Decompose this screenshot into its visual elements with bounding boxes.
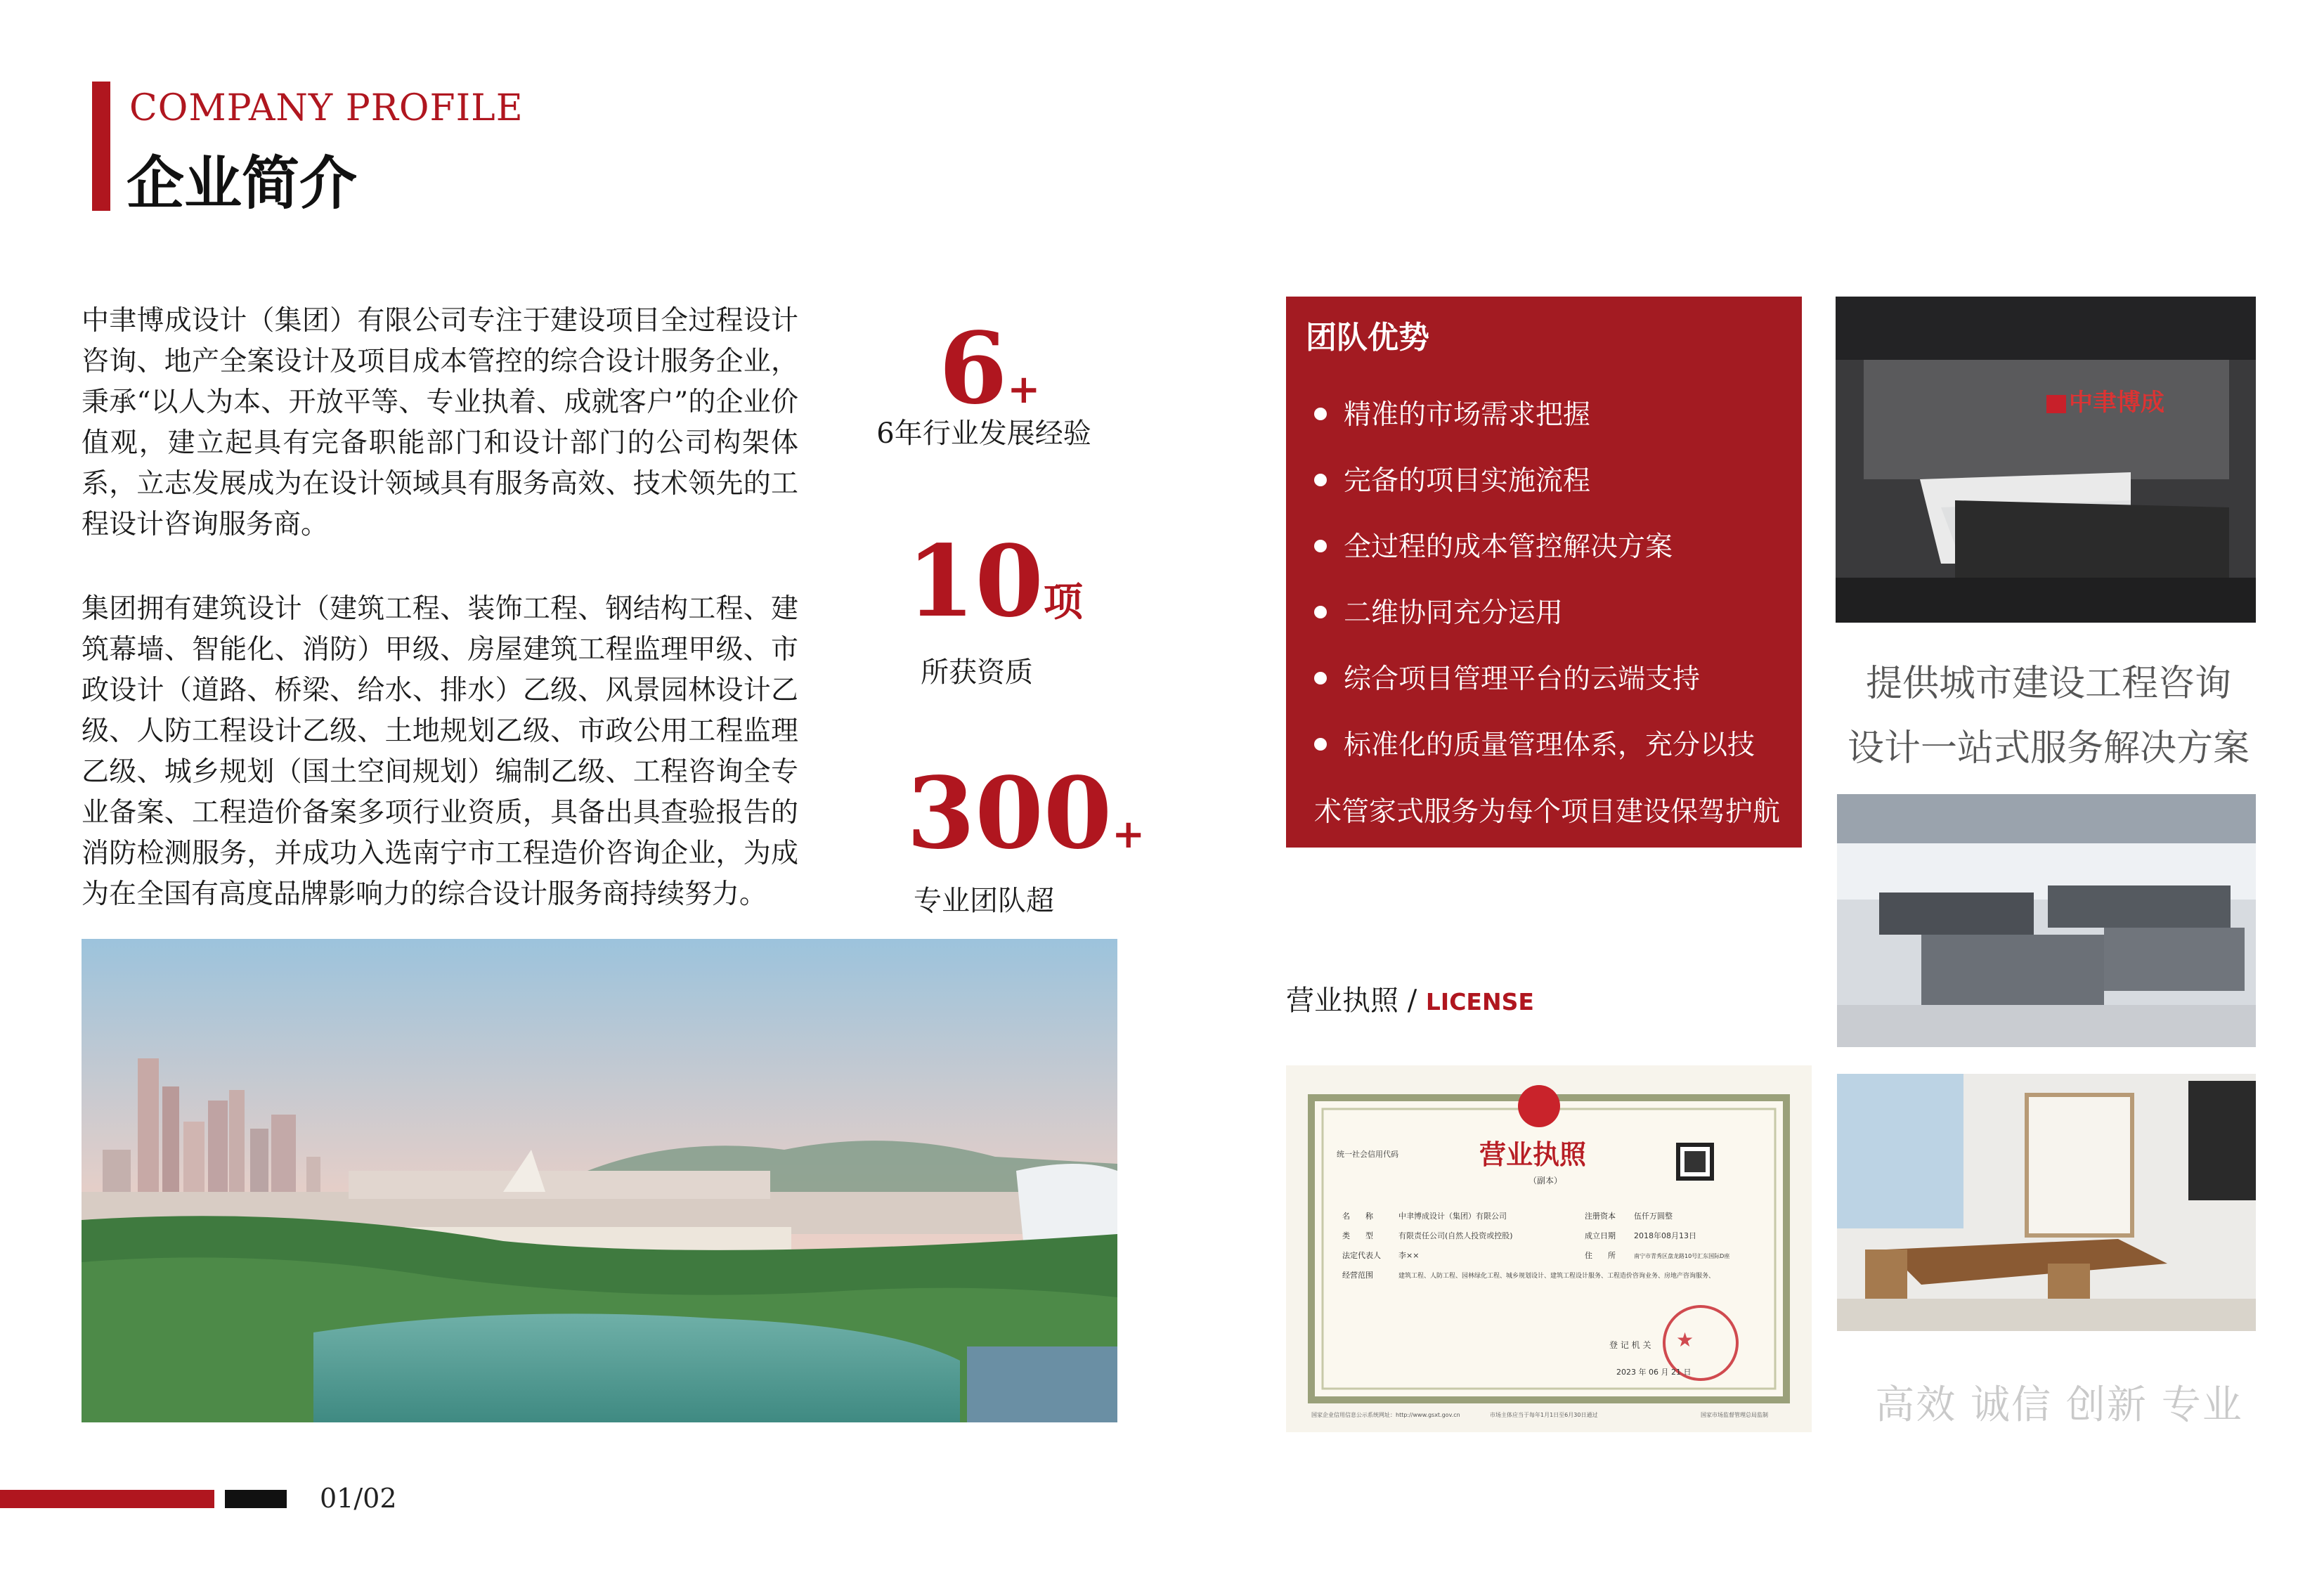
svg-text:★: ★ [1676,1328,1694,1351]
meeting-room-illustration [1837,1074,2256,1331]
field-name-value: 中聿博成设计（集团）有限公司 [1398,1212,1507,1221]
footer-black-bar [225,1490,287,1508]
stat-qualifications-number: 10 [907,524,1044,640]
team-advantages-list [1314,382,1792,779]
field-type-label: 类 型 [1342,1231,1373,1240]
license-doc-title: 营业执照 [1479,1138,1587,1170]
advantage-text: 二维协同充分运用 [1344,597,1564,629]
business-license-illustration [1286,1065,1812,1432]
stat-years [939,311,1041,427]
field-rep-value: 李×× [1398,1251,1420,1260]
license-footer-right: 国家市场监督管理总局监制 [1701,1412,1768,1418]
license-footer-left: 国家企业信用信息公示系统网址：http://www.gsxt.gov.cn [1311,1412,1460,1418]
field-scope-value: 建筑工程、人防工程、园林绿化工程、城乡规划设计、建筑工程设计服务、工程造价咨询业务、房地产咨询服务、 [1398,1273,1715,1280]
english-title: COMPANY PROFILE [129,87,524,129]
slogan-line-2: 设计一站式服务解决方案 [1847,727,2250,770]
list-item [1314,382,1792,448]
bullet-icon [1314,738,1327,751]
office-illustration [1837,794,2256,1047]
license-label-en: LICENSE [1425,988,1534,1015]
team-advantages-title: 团队优势 [1306,320,1429,356]
office-photo [1837,794,2256,1047]
business-license-image [1286,1065,1812,1432]
field-address-label: 住 所 [1585,1251,1616,1260]
reception-logo-text: 中聿博成 [2069,389,2164,417]
stat-team-number: 300 [907,756,1112,871]
advantage-text: 标准化的质量管理体系，充分以技 [1344,729,1755,761]
reception-illustration [1836,297,2256,623]
field-scope-label: 经营范围 [1342,1271,1373,1280]
title-accent-bar [92,82,110,211]
bullet-icon [1314,408,1327,420]
emblem-icon [1518,1085,1560,1127]
credit-code-label: 统一社会信用代码 [1337,1150,1398,1159]
license-authority: 登 记 机 关 [1609,1340,1651,1350]
stat-years-caption: 6年行业发展经验 [876,417,1091,450]
list-item [1314,647,1792,713]
slogan-line-1: 提供城市建设工程咨询 [1865,663,2231,705]
reception-photo [1836,297,2256,623]
stat-team [907,756,1145,871]
field-address-value: 南宁市青秀区盘龙路10号汇东国际D座 [1634,1253,1730,1259]
field-capital-value: 伍仟万圆整 [1634,1212,1673,1221]
list-item [1314,713,1792,779]
license-label-cn: 营业执照 / [1286,985,1426,1017]
license-date: 2023 年 06 月 21 日 [1616,1368,1692,1377]
stat-team-unit: + [1112,811,1145,857]
bullet-icon [1314,606,1327,618]
footer-red-bar [0,1490,214,1508]
city-skyline-illustration [82,939,1117,1422]
stat-qualifications-unit: 项 [1043,579,1083,625]
list-item [1314,448,1792,514]
intro-paragraph-1: 中聿博成设计（集团）有限公司专注于建设项目全过程设计咨询、地产全案设计及项目成本管控的综合设计服务企业，秉承“以人为本、开放平等、专业执着、成就客户”的企业价值观，建立起具有完备职能部门和设计部门的公司构架体系，立志发展成为在设计领域具有服务高效、技术领先的工程设计咨询服务商。 [82,305,798,540]
city-skyline-photo [82,939,1117,1422]
license-doc-subtitle: （副本） [1528,1176,1563,1186]
license-footer-mid: 市场主体应当于每年1月1日至6月30日通过 [1490,1412,1598,1418]
stat-qualifications-caption: 所获资质 [921,656,1033,689]
license-label [1286,978,1534,1018]
page-title: 企业简介 [126,150,358,217]
list-item [1314,580,1792,647]
stat-years-unit: + [1007,366,1041,413]
bullet-icon [1314,540,1327,552]
intro-paragraph-2: 集团拥有建筑设计（建筑工程、装饰工程、钢结构工程、建筑幕墙、智能化、消防）甲级、房屋建筑工程监理甲级、市政设计（道路、桥梁、给水、排水）乙级、风景园林设计乙级、人防工程设计乙级、土地规划乙级、市政公用工程监理乙级、城乡规划（国土空间规划）编制乙级、工程咨询全专业备案、工程造价备案多项行业资质，具备出具查验报告的消防检测服务，并成功入选南宁市工程造价咨询企业，为成为在全国有高度品牌影响力的综合设计服务商持续努力。 [82,593,798,910]
meeting-room-photo [1837,1074,2256,1331]
list-item [1314,514,1792,580]
stat-team-caption: 专业团队超 [914,885,1054,917]
team-advantages-panel [1286,297,1802,848]
advantage-text: 精准的市场需求把握 [1344,399,1591,431]
field-rep-label: 法定代表人 [1342,1251,1381,1260]
advantage-text: 完备的项目实施流程 [1344,465,1591,497]
page-number: 01/02 [320,1483,397,1514]
field-type-value: 有限责任公司(自然人投资或控股) [1398,1231,1513,1240]
field-date-label: 成立日期 [1585,1231,1616,1240]
field-capital-label: 注册资本 [1585,1212,1616,1221]
bullet-icon [1314,474,1327,486]
field-name-label: 名 称 [1342,1212,1373,1221]
core-values: 高效 诚信 创新 专业 [1875,1382,2243,1428]
advantage-continuation: 术管家式服务为每个项目建设保驾护航 [1314,796,1781,828]
stat-years-number: 6 [939,311,1008,427]
stat-qualifications [907,524,1083,640]
advantage-text: 全过程的成本管控解决方案 [1344,531,1673,563]
field-date-value: 2018年08月13日 [1634,1231,1696,1240]
advantage-text: 综合项目管理平台的云端支持 [1344,663,1701,695]
bullet-icon [1314,672,1327,684]
